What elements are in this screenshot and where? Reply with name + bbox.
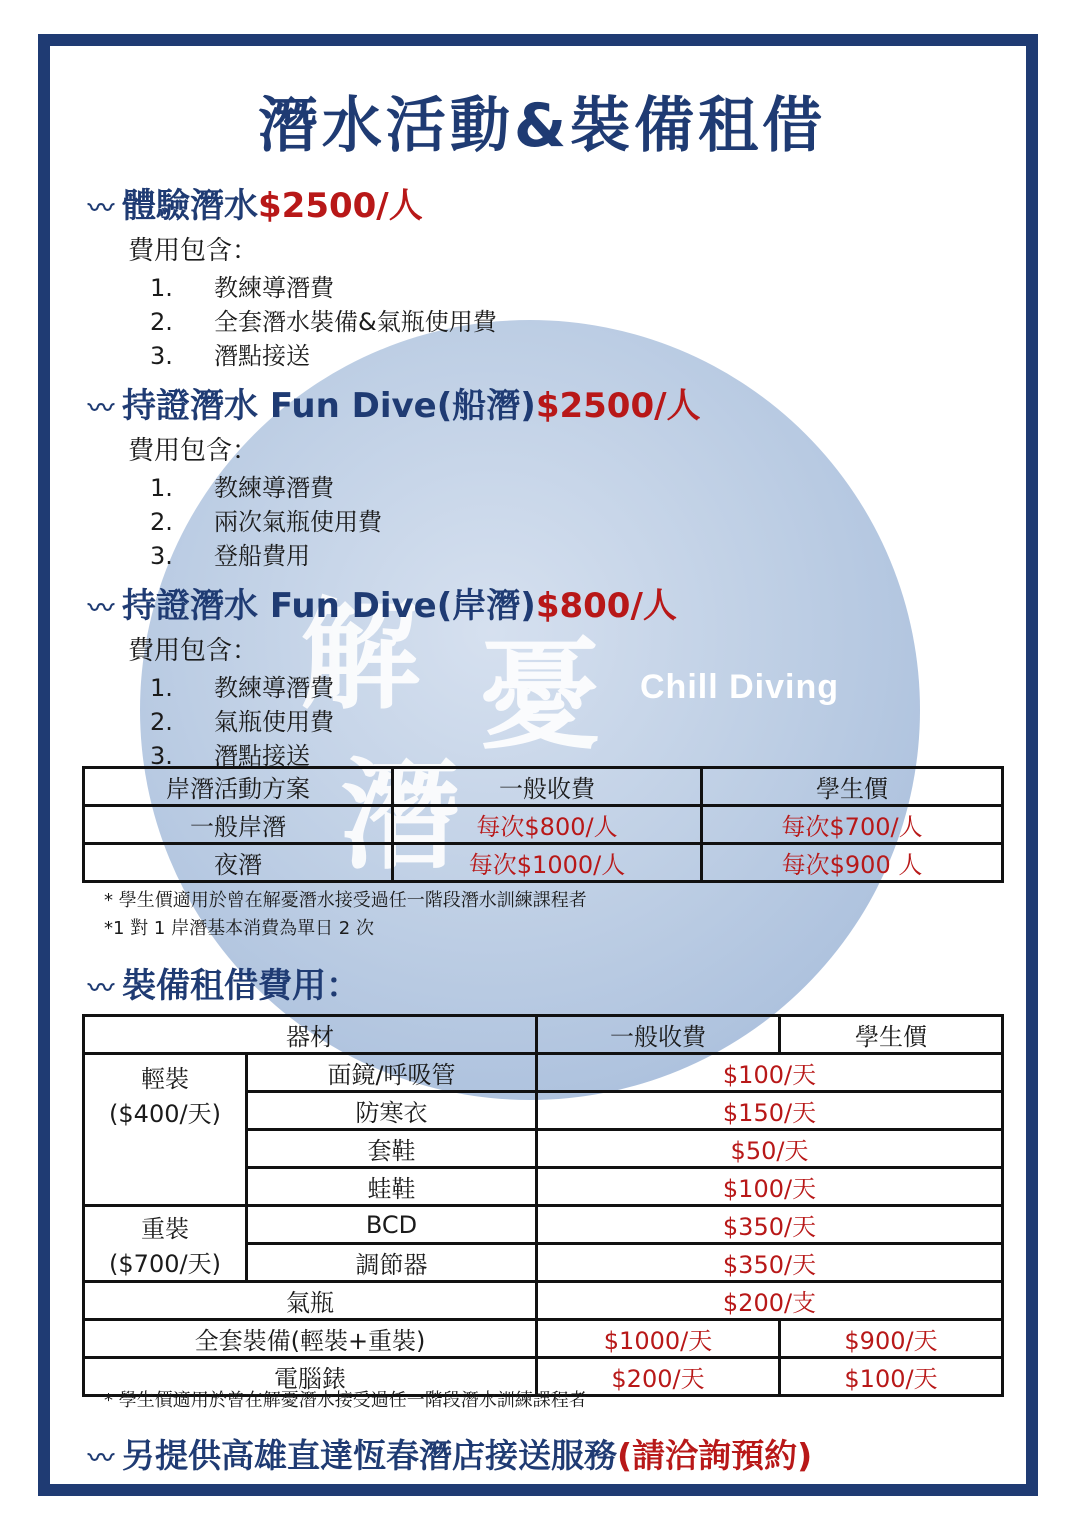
heavy-gear-group: [84, 1206, 247, 1282]
rental-table: [82, 1014, 1004, 1397]
wave-icon: 〰: [88, 194, 115, 224]
table-cell: $150/天: [537, 1092, 1003, 1130]
table-cell: 全套裝備(輕裝+重裝): [84, 1320, 537, 1358]
section-trial-dive-heading: [88, 178, 423, 227]
table-row: [84, 1320, 1003, 1358]
footer-pickup-service: [88, 1430, 812, 1477]
rental-heading: [88, 958, 360, 1007]
wave-icon: 〰: [88, 594, 115, 624]
table-cell: $100/天: [780, 1358, 1003, 1396]
table-cell: 氣瓶: [84, 1282, 537, 1320]
list-item: 1. 教練導潛費: [150, 674, 334, 702]
table-header: 學生價: [702, 768, 1003, 806]
table-header: 一般收費: [537, 1016, 780, 1054]
list-item: 1. 教練導潛費: [150, 474, 334, 502]
list-item: 2. 全套潛水裝備&氣瓶使用費: [150, 308, 497, 336]
table-header: 一般收費: [393, 768, 702, 806]
table-row: [84, 806, 1003, 844]
table-cell: $100/天: [537, 1168, 1003, 1206]
wave-icon: 〰: [88, 1444, 115, 1474]
includes-label: 費用包含：: [128, 236, 259, 266]
table-row: [84, 1206, 1003, 1244]
watermark-calligraphy: 解: [300, 585, 420, 726]
table-header: 器材: [84, 1016, 537, 1054]
section-price: $800/人: [535, 586, 677, 626]
table-cell: 一般岸潛: [84, 806, 393, 844]
list-item: 3. 潛點接送: [150, 342, 310, 370]
table-header: 岸潛活動方案: [84, 768, 393, 806]
section-title: 裝備租借費用：: [122, 966, 361, 1006]
table-header-row: [84, 768, 1003, 806]
group-price: ($400/天): [109, 1100, 221, 1128]
shore-dive-table: [82, 766, 1004, 883]
footer-highlight: (請洽詢預約): [617, 1436, 813, 1475]
list-item: 1. 教練導潛費: [150, 274, 334, 302]
list-item: 2. 氣瓶使用費: [150, 708, 334, 736]
table-header-row: [84, 1016, 1003, 1054]
table-cell: 防寒衣: [247, 1092, 537, 1130]
table-row: [84, 844, 1003, 882]
table-cell: $100/天: [537, 1054, 1003, 1092]
table-cell: 每次$800/人: [393, 806, 702, 844]
section-title: 體驗潛水: [122, 186, 259, 226]
table-cell: $200/支: [537, 1282, 1003, 1320]
list-item: 3. 潛點接送: [150, 742, 310, 770]
light-gear-group: [84, 1054, 247, 1206]
rental-note: * 學生價適用於曾在解憂潛水接受過任一階段潛水訓練課程者: [104, 1390, 587, 1411]
wave-icon: 〰: [88, 974, 115, 1004]
section-title: 持證潛水 Fun Dive(岸潛): [122, 586, 536, 626]
table-row: [84, 1054, 1003, 1092]
table-cell: BCD: [247, 1206, 537, 1244]
table-cell: 調節器: [247, 1244, 537, 1282]
section-price: $2500/人: [535, 386, 701, 426]
table-header: 學生價: [780, 1016, 1003, 1054]
table-cell: 蛙鞋: [247, 1168, 537, 1206]
page-title: 潛水活動&裝備租借: [257, 91, 827, 161]
shore-note: * 學生價適用於曾在解憂潛水接受過任一階段潛水訓練課程者: [104, 890, 587, 911]
group-name: 輕裝: [141, 1065, 189, 1093]
footer-text: 另提供高雄直達恆春潛店接送服務: [122, 1436, 618, 1475]
wave-icon: 〰: [88, 394, 115, 424]
table-cell: 面鏡/呼吸管: [247, 1054, 537, 1092]
table-cell: $350/天: [537, 1244, 1003, 1282]
section-title: 持證潛水 Fun Dive(船潛): [122, 386, 536, 426]
group-price: ($700/天): [109, 1250, 221, 1278]
watermark-brand: Chill Diving: [640, 668, 839, 706]
table-cell: 每次$700/人: [702, 806, 1003, 844]
watermark-calligraphy: 憂: [480, 625, 600, 766]
table-cell: 每次$900 人: [702, 844, 1003, 882]
table-cell: $900/天: [780, 1320, 1003, 1358]
table-cell: $1000/天: [537, 1320, 780, 1358]
table-cell: $200/天: [537, 1358, 780, 1396]
list-item: 2. 兩次氣瓶使用費: [150, 508, 382, 536]
table-cell: 電腦錶: [84, 1358, 537, 1396]
shore-note: *1 對 1 岸潛基本消費為單日 2 次: [104, 918, 374, 939]
group-name: 重裝: [141, 1215, 189, 1243]
section-boat-dive-heading: [88, 378, 701, 427]
section-shore-dive-heading: [88, 578, 677, 627]
table-cell: 夜潛: [84, 844, 393, 882]
section-price: $2500/人: [258, 186, 423, 226]
table-row: [84, 1282, 1003, 1320]
table-cell: 套鞋: [247, 1130, 537, 1168]
table-cell: $50/天: [537, 1130, 1003, 1168]
includes-label: 費用包含：: [128, 436, 259, 466]
watermark-calligraphy: 潛: [340, 745, 460, 886]
includes-label: 費用包含：: [128, 636, 259, 666]
table-cell: $350/天: [537, 1206, 1003, 1244]
table-cell: 每次$1000/人: [393, 844, 702, 882]
list-item: 3. 登船費用: [150, 542, 310, 570]
